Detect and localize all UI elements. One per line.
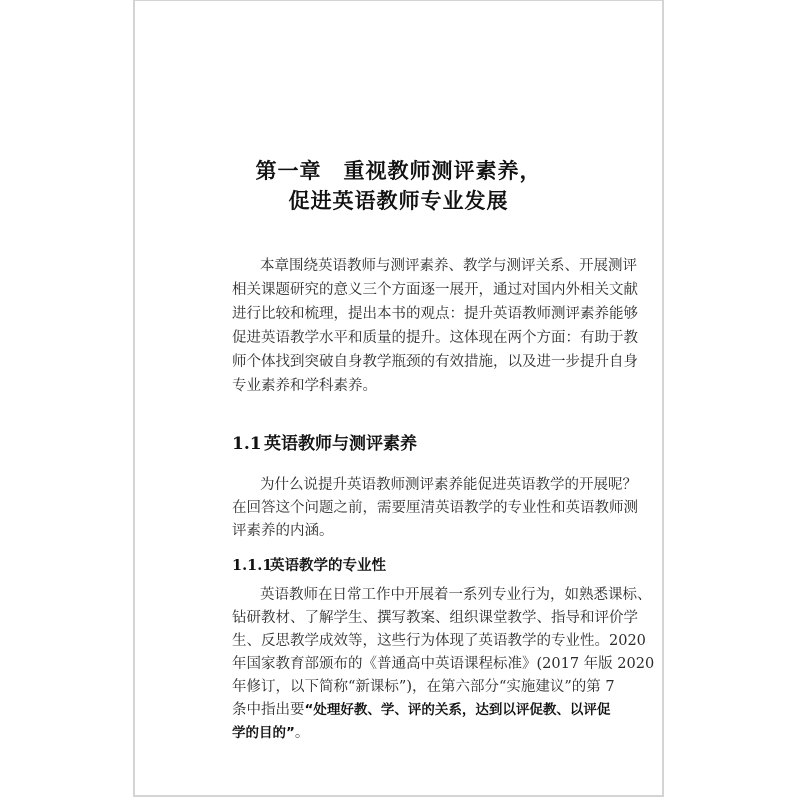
subsection-line: 英语教师在日常工作中开展着一系列专业行为，如熟悉课标、	[260, 587, 652, 603]
intro-line: 相关课题研究的意义三个方面逐一展开，通过对国内外相关文献	[232, 282, 638, 298]
subsection-line: 生、反思教学成效等，这些行为体现了英语教学的专业性。2020	[232, 633, 646, 649]
intro-line: 专业素养和学科素养。	[232, 378, 377, 394]
intro-line: 进行比较和梳理，提出本书的观点：提升英语教师测评素养能够	[232, 306, 638, 322]
intro-line: 师个体找到突破自身教学瓶颈的有效措施，以及进一步提升自身	[232, 354, 638, 370]
subsection-heading	[232, 554, 386, 575]
chapter-label: 第一章	[255, 158, 322, 183]
section-line: 评素养的内涵。	[232, 523, 334, 539]
book-page	[133, 0, 664, 797]
section-line: 为什么说提升英语教师测评素养能促进英语教学的开展呢？	[260, 477, 637, 493]
quote-line	[232, 700, 611, 720]
quote-line	[232, 723, 592, 743]
quote-suffix: 。	[294, 725, 310, 741]
quote-prefix: 条中指出要	[232, 702, 305, 718]
section-heading	[232, 429, 417, 454]
chapter-title-line2: 促进英语教师专业发展	[288, 188, 509, 213]
subsection-number: 1.1.1	[232, 557, 273, 574]
chapter-title: 重视教师测评素养，	[343, 158, 542, 183]
section-line: 在回答这个问题之前，需要厘清英语教学的专业性和英语教师测	[232, 500, 638, 516]
chapter-title-line1	[135, 155, 662, 185]
quote-bold: “处理好教、学、评的关系，达到以评促教、以评促	[304, 702, 611, 718]
section-title: 英语教师与测评素养	[264, 434, 417, 454]
intro-line: 本章围绕英语教师与测评素养、教学与测评关系、开展测评	[260, 258, 637, 274]
subsection-line: 钻研教材、了解学生、撰写教案、组织课堂教学、指导和评价学	[232, 610, 638, 626]
quote-bold: 学的目的”	[232, 725, 295, 741]
subsection-line: 年修订，以下简称“新课标”)，在第六部分“实施建议”的第 7	[232, 679, 615, 695]
intro-line: 促进英语教学水平和质量的提升。这体现在两个方面：有助于教	[232, 330, 638, 346]
section-number: 1.1	[232, 434, 262, 454]
subsection-line: 年国家教育部颁布的《普通高中英语课程标准》(2017 年版 2020	[232, 656, 655, 672]
subsection-title: 英语教学的专业性	[270, 557, 386, 574]
